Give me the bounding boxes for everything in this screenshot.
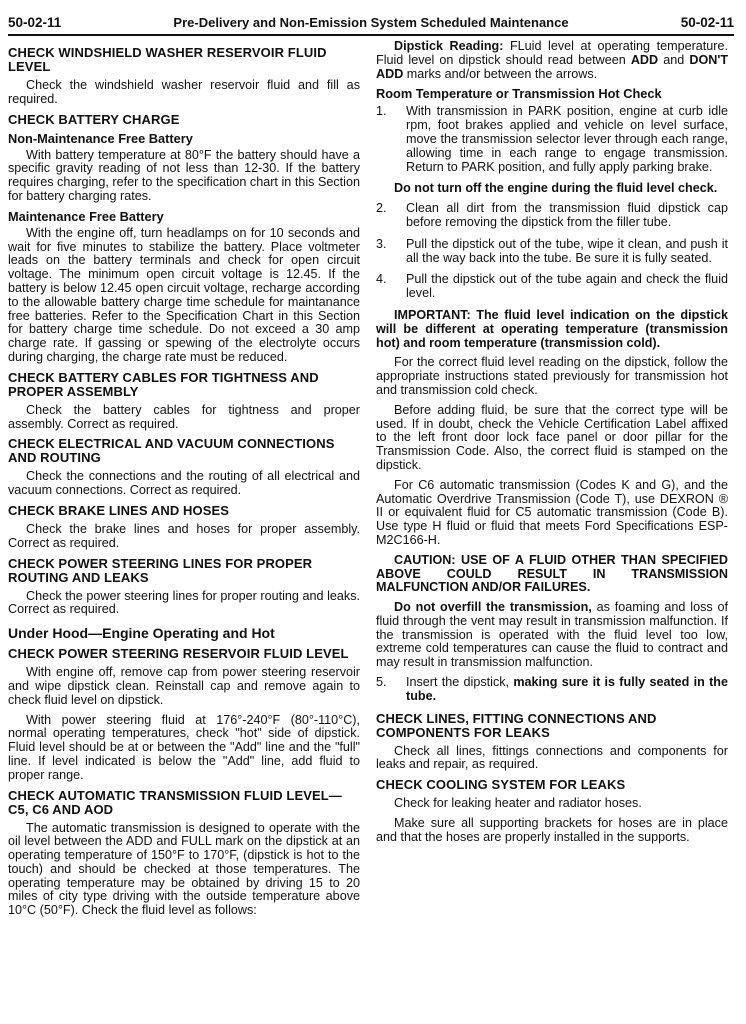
under-hood-heading: Under Hood—Engine Operating and Hot bbox=[8, 625, 275, 642]
right-column bbox=[376, 40, 728, 1018]
mf-battery-text: With the engine off, turn headlamps on for 10 seconds and wait for five minutes to stabilize the battery. Place voltmeter leads on the battery terminals and check for open circuit voltage. The minimum open circuit voltage is 12.45. If the battery is below 12.45 open circuit voltage, recharge according to the allowable battery charge time schedule for maintanance free batteries. Refer to the Specification Chart in this Section for battery charge time schedule. Do not exceed a 30 amp charge rate. If gassing or spewing of the electrolyte occurs during charging, the charge rate must be reduced. bbox=[8, 225, 360, 364]
auto-trans-heading: CHECK AUTOMATIC TRANSMISSION FLUID LEVEL—C5, C6 AND AOD bbox=[8, 787, 342, 817]
dipstick-text-1: FLuid level at operating temperature. Fluid level on dipstick should read between bbox=[376, 40, 728, 67]
step-text: With transmission in PARK position, engine at curb idle rpm, foot brakes applied and vehicle on level surface, move the transmission selector lever through each range, allowing time in each range to engage transmission. Return to PARK position, and fully apply parking brake. bbox=[406, 104, 728, 174]
list-item bbox=[376, 238, 728, 266]
step-number: 1. bbox=[376, 104, 387, 119]
left-column bbox=[8, 40, 360, 1018]
steps-list bbox=[376, 105, 728, 174]
overfill-paragraph bbox=[376, 601, 728, 670]
cables-heading: CHECK BATTERY CABLES FOR TIGHTNESS AND PROPER ASSEMBLY bbox=[8, 369, 319, 399]
step-text: Clean all dirt from the transmission fluid dipstick cap before removing the dipstick from the filler tube. bbox=[406, 201, 728, 229]
important-note: IMPORTANT: The fluid level indication on the dipstick will be different at operating temperature (transmission hot) and room temperature (transmission cold). bbox=[376, 307, 728, 350]
list-item bbox=[376, 105, 728, 174]
washer-heading: CHECK WINDSHIELD WASHER RESERVOIR FLUID LEVEL bbox=[8, 45, 327, 74]
lines-text: Check all lines, fittings connections and components for leaks and repair, as required. bbox=[376, 743, 728, 772]
dipstick-and: and bbox=[663, 52, 685, 67]
dipstick-text-2: marks and/or between the arrows. bbox=[406, 66, 598, 81]
step-number: 5. bbox=[376, 675, 387, 690]
overfill-text: as foaming and loss of fluid through the vent may result in transmission malfunction. If the transmission is operated with the fluid level too low, extreme cold temperatures can cause the fluid to contract and may result in transmission malfunction. bbox=[376, 600, 728, 670]
dipstick-add: ADD bbox=[630, 52, 659, 67]
overfill-bold: Do not overfill the transmission, bbox=[394, 600, 592, 615]
auto-trans-text: The automatic transmission is designed to operate with the oil level between the ADD and FULL mark on the dipstick at an operating temperature of 150°F to 170°F, (dipstick is hot to the touch) and should be checked at those temperatures. The operating temperature may be obtained by driving 15 to 20 miles of city type driving with the outside temperature above 10°C (50°F). Check the fluid level as follows: bbox=[8, 820, 360, 918]
brake-text: Check the brake lines and hoses for proper assembly. Correct as required. bbox=[8, 521, 360, 550]
section-code-left: 50-02-11 bbox=[8, 15, 62, 30]
dipstick-paragraph bbox=[376, 40, 728, 81]
ps-lines-text: Check the power steering lines for proper routing and leaks. Correct as required. bbox=[8, 588, 360, 617]
step-text: Pull the dipstick out of the tube again and check the fluid level. bbox=[406, 272, 728, 301]
cooling-text-1: Check for leaking heater and radiator hoses. bbox=[394, 796, 642, 811]
cooling-text-2: Make sure all supporting brackets for hoses are in place and that the hoses are properly installed in the supports. bbox=[376, 816, 728, 844]
ps-reservoir-text-2: With power steering fluid at 176°-240°F (80°-110°C), normal operating temperatures, check "hot" side of dipstick. Fluid level should be at or between the "Add" line and the "full" line. If level indicated is below the "Add" line, add fluid to proper range. bbox=[8, 712, 360, 782]
caution-note: CAUTION: USE OF A FLUID OTHER THAN SPECIFIED ABOVE COULD RESULT IN TRANSMISSION MALFUNCTION AND/OR FAILURES. bbox=[376, 552, 728, 595]
step-text: Pull the dipstick out of the tube, wipe it clean, and push it all the way back into the tube. Be sure it is fully seated. bbox=[406, 236, 728, 265]
brake-heading: CHECK BRAKE LINES AND HOSES bbox=[8, 502, 230, 518]
list-item bbox=[376, 202, 728, 230]
page-title: Pre-Delivery and Non-Emission System Scheduled Maintenance bbox=[173, 15, 569, 30]
list-item bbox=[376, 676, 728, 704]
room-temp-heading: Room Temperature or Transmission Hot Check bbox=[376, 86, 662, 102]
step-5-bold: making sure it is fully seated in the tube. bbox=[406, 675, 728, 703]
engine-warning: Do not turn off the engine during the fluid level check. bbox=[394, 181, 718, 196]
ps-reservoir-heading: CHECK POWER STEERING RESERVOIR FLUID LEVEL bbox=[8, 646, 349, 662]
before-adding-text: Before adding fluid, be sure that the correct type will be used. If in doubt, check the Vehicle Certification Label affixed to the left front door lock face panel or door pillar for the Transmission Code. Also, the correct fluid is stamped on the dipstick. bbox=[376, 402, 728, 472]
step-number: 2. bbox=[376, 201, 387, 216]
ps-lines-heading: CHECK POWER STEERING LINES FOR PROPER ROUTING AND LEAKS bbox=[8, 555, 313, 585]
electrical-heading: CHECK ELECTRICAL AND VACUUM CONNECTIONS AND ROUTING bbox=[8, 436, 335, 466]
nm-battery-heading: Non-Maintenance Free Battery bbox=[8, 130, 193, 146]
battery-heading: CHECK BATTERY CHARGE bbox=[8, 111, 180, 127]
nm-battery-text: With battery temperature at 80°F the battery should have a specific gravity reading of not less than 12-30. If the battery requires charging, refer to the specification chart in this Section for battery charging rates. bbox=[8, 147, 360, 203]
lines-heading: CHECK LINES, FITTING CONNECTIONS AND COMPONENTS FOR LEAKS bbox=[376, 710, 657, 740]
step-number: 3. bbox=[376, 236, 387, 251]
dipstick-dont-add: DON'T ADD bbox=[376, 52, 728, 81]
electrical-text: Check the connections and the routing of all electrical and vacuum connections. Correct as required. bbox=[8, 469, 360, 498]
washer-text: Check the windshield washer reservoir fluid and fill as required. bbox=[8, 78, 360, 106]
ps-reservoir-text-1: With engine off, remove cap from power steering reservoir and wipe dipstick clean. Reinstall cap and remove again to check fluid level on dipstick. bbox=[8, 665, 360, 707]
dipstick-label: Dipstick Reading: bbox=[394, 40, 504, 53]
mf-battery-heading: Maintenance Free Battery bbox=[8, 208, 164, 224]
section-code-right: 50-02-11 bbox=[680, 15, 734, 30]
step-5-list bbox=[376, 676, 728, 704]
cooling-heading: CHECK COOLING SYSTEM FOR LEAKS bbox=[376, 777, 626, 793]
cables-text: Check the battery cables for tightness and proper assembly. Correct as required. bbox=[8, 402, 360, 431]
step-text bbox=[406, 676, 728, 704]
step-5-text: Insert the dipstick, bbox=[406, 675, 510, 690]
steps-list-continued bbox=[376, 202, 728, 301]
c6-text: For C6 automatic transmission (Codes K and G), and the Automatic Overdrive Transmission (Code T), use DEXRON ® II or equivalent fluid for C5 automatic transmission (Code B). Use type H fluid or fluid that meets Ford Specifications ESP-M2C166-H. bbox=[376, 477, 728, 547]
step-number: 4. bbox=[376, 272, 387, 287]
page-header bbox=[8, 4, 734, 36]
list-item bbox=[376, 273, 728, 301]
correct-reading-text: For the correct fluid level reading on the dipstick, follow the appropriate instructions stated previously for transmission hot and transmission cold check. bbox=[376, 355, 728, 397]
